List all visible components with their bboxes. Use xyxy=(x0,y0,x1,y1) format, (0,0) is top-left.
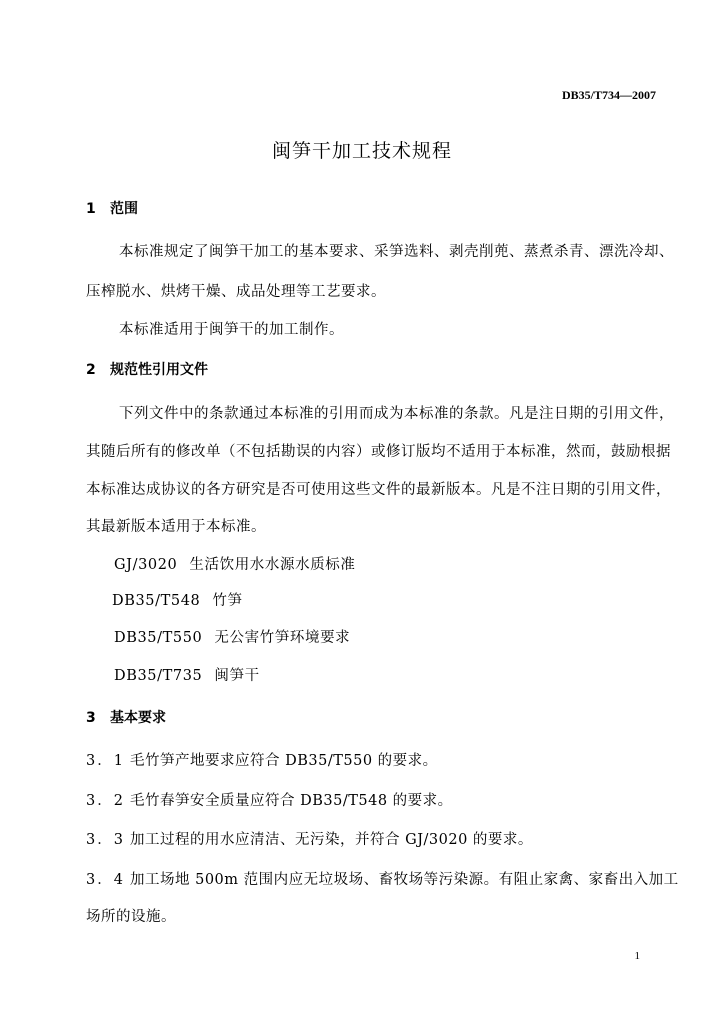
section-title: 规范性引用文件 xyxy=(110,362,208,378)
section-number: 1 xyxy=(86,201,96,217)
item-number: 3．1 xyxy=(86,753,125,769)
document-code: DB35/T734—2007 xyxy=(561,88,656,102)
reference-code: GJ/3020 xyxy=(114,557,178,573)
item-text: 毛竹春笋安全质量应符合 DB35/T548 的要求。 xyxy=(130,793,453,809)
paragraph-line: 压榨脱水、烘烤干燥、成品处理等工艺要求。 xyxy=(86,284,386,300)
section-1-heading xyxy=(86,198,138,218)
requirement-item xyxy=(86,868,679,889)
section-number: 2 xyxy=(86,362,96,378)
reference-item xyxy=(114,664,260,685)
reference-name: 无公害竹笋环境要求 xyxy=(214,630,351,646)
paragraph-line: 其随后所有的修改单（不包括勘误的内容）或修订版均不适用于本标准，然而，鼓励根据 xyxy=(86,444,671,460)
item-text: 加工场地 500m 范围内应无垃圾场、畜牧场等污染源。有阻止家禽、家畜出入加工 xyxy=(130,872,679,888)
section-2-heading xyxy=(86,359,208,379)
document-title: 闽笋干加工技术规程 xyxy=(271,140,452,162)
item-text: 加工过程的用水应清洁、无污染，并符合 GJ/3020 的要求。 xyxy=(130,832,533,848)
paragraph-line: 本标准规定了闽笋干加工的基本要求、采笋选料、剥壳削蔸、蒸煮杀青、漂洗冷却、 xyxy=(119,244,674,260)
reference-name: 闽笋干 xyxy=(214,668,260,684)
requirement-item xyxy=(86,828,533,849)
page-number: 1 xyxy=(634,950,640,962)
requirement-item xyxy=(86,749,438,770)
section-number: 3 xyxy=(86,710,96,726)
item-number: 3．4 xyxy=(86,872,125,888)
requirement-item xyxy=(86,789,453,810)
paragraph-line: 其最新版本适用于本标准。 xyxy=(86,519,266,535)
reference-name: 生活饮用水水源水质标准 xyxy=(189,557,356,573)
section-title: 基本要求 xyxy=(110,710,166,726)
paragraph-line: 下列文件中的条款通过本标准的引用而成为本标准的条款。凡是注日期的引用文件， xyxy=(119,406,674,422)
item-text: 毛竹笋产地要求应符合 DB35/T550 的要求。 xyxy=(130,753,438,769)
paragraph-line: 本标准达成协议的各方研究是否可使用这些文件的最新版本。凡是不注日期的引用文件， xyxy=(86,482,671,498)
item-number: 3．3 xyxy=(86,832,125,848)
reference-item xyxy=(114,626,350,647)
reference-item xyxy=(114,553,356,574)
section-3-heading xyxy=(86,707,166,727)
reference-code: DB35/T735 xyxy=(114,668,203,684)
reference-name: 竹笋 xyxy=(212,593,243,609)
reference-item xyxy=(112,589,243,610)
section-title: 范围 xyxy=(110,201,138,217)
paragraph-line: 场所的设施。 xyxy=(86,909,176,925)
reference-code: DB35/T550 xyxy=(114,630,203,646)
reference-code: DB35/T548 xyxy=(112,593,201,609)
item-number: 3．2 xyxy=(86,793,125,809)
paragraph-line: 本标准适用于闽笋干的加工制作。 xyxy=(119,322,344,338)
